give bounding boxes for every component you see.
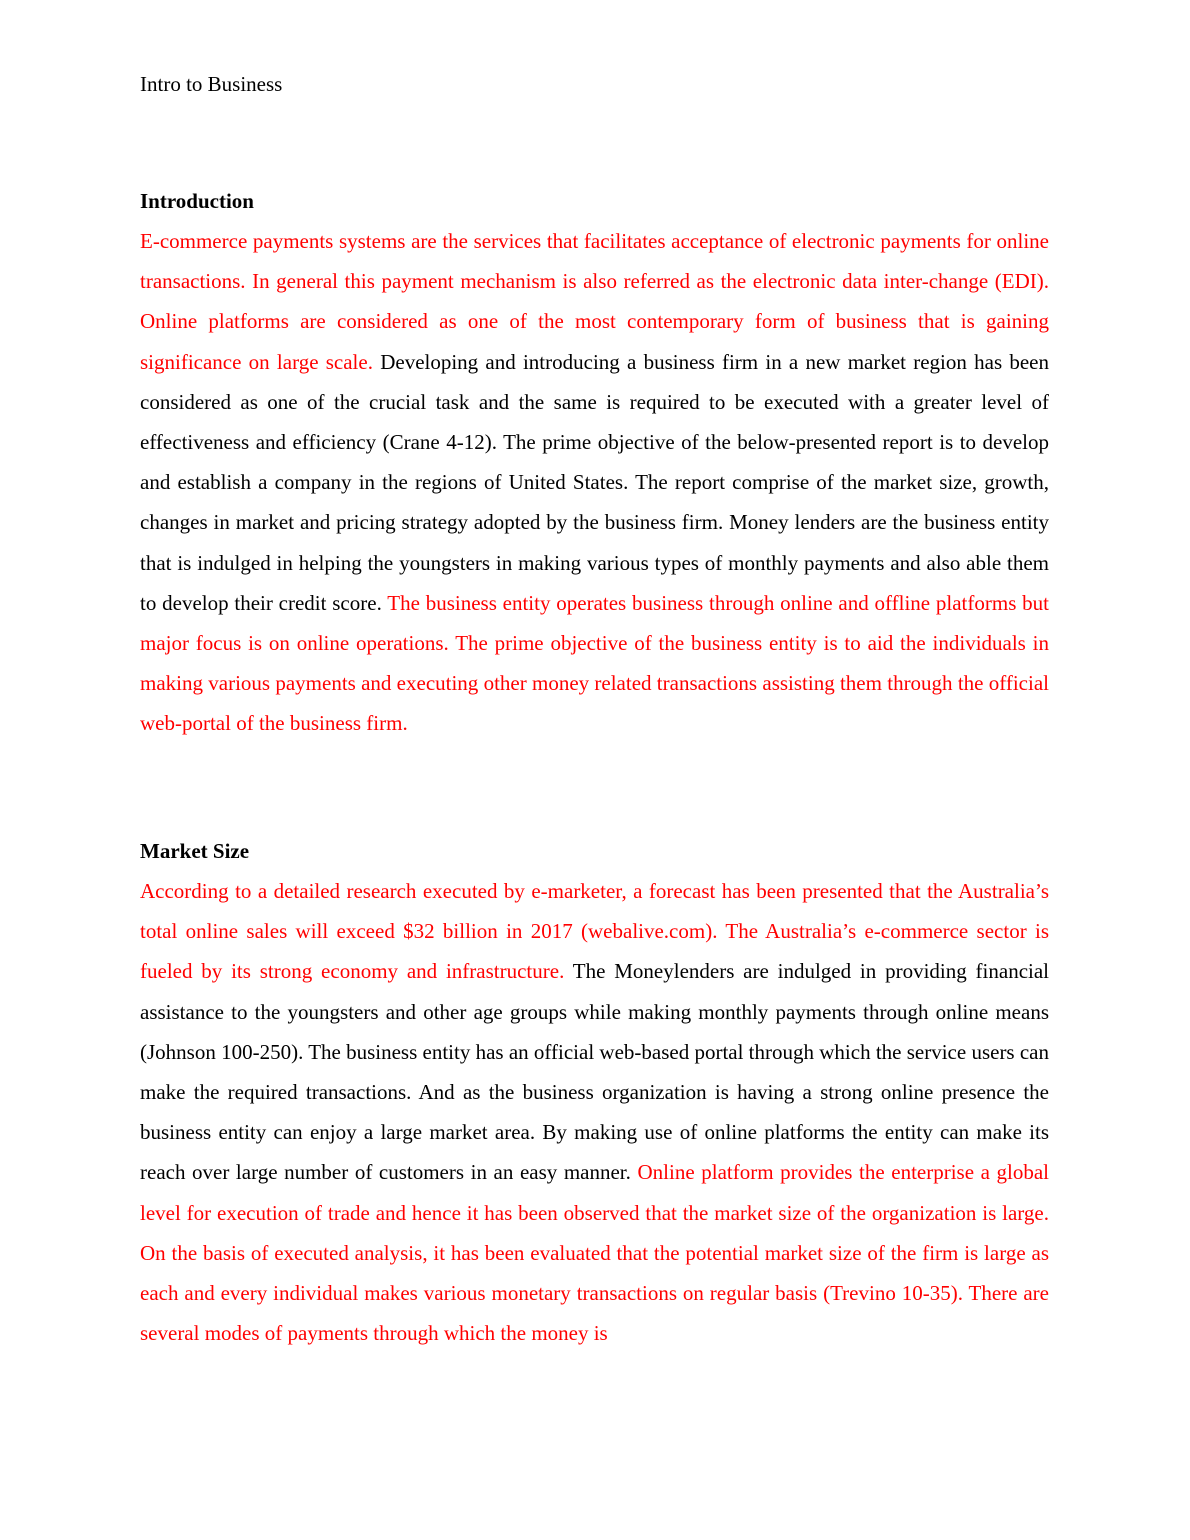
introduction-paragraph: [140, 221, 1049, 744]
running-header: Intro to Business: [140, 72, 283, 96]
highlighted-text: Online platform provides the enterprise a global level for execution of trade and hence it has been observed that the market size of the organization is large. On the basis of executed analysis, it has been evaluated that the potential market size of the firm is large as each and every individual makes various monetary transactions on regular basis (Trevino 10-35). There are several modes of payments through which the money is: [140, 1160, 1050, 1346]
highlighted-text: The business entity operates business through online and offline platforms but major focus is on online operations. The prime objective of the business entity is to aid the individuals in making various payments and executing other money related transactions assisting them through the official web-portal of the business firm.: [140, 590, 1049, 736]
introduction-section: [140, 186, 1049, 744]
introduction-heading: Introduction: [140, 189, 254, 213]
market-size-paragraph: [140, 871, 1049, 1353]
market-size-section: [140, 836, 1049, 1353]
market-size-heading: Market Size: [140, 839, 250, 863]
highlighted-text: According to a detailed research executed by e-marketer, a forecast has been presented that the Australia’s total online sales will exceed $32 billion in 2017 (webalive.com). The Australia’s e-commerce sector is fueled by its strong economy and infrastructure.: [140, 879, 1049, 984]
highlighted-text: E-commerce payments systems are the services that facilitates acceptance of electronic payments for online transactions. In general this payment mechanism is also referred as the electronic data inter-change (EDI). Online platforms are considered as one of the most contemporary form of business that is gaining significance on large scale.: [140, 229, 1049, 374]
body-text: Developing and introducing a business firm in a new market region has been considered as one of the crucial task and the same is required to be executed with a greater level of effectiveness and efficiency (Crane 4-12). The prime objective of the below-presented report is to develop and establish a company in the regions of United States. The report comprise of the market size, growth, changes in market and pricing strategy adopted by the business firm. Money lenders are the business entity that is indulged in helping the youngsters in making various types of monthly payments and also able them to develop their credit score.: [140, 349, 1049, 615]
body-text: The Moneylenders are indulged in providing financial assistance to the youngsters and other age groups while making monthly payments through online means (Johnson 100-250). The business entity has an official web-based portal through which the service users can make the required transactions. And as the business organization is having a strong online presence the business entity can enjoy a large market area. By making use of online platforms the entity can make its reach over large number of customers in an easy manner.: [140, 959, 1050, 1185]
